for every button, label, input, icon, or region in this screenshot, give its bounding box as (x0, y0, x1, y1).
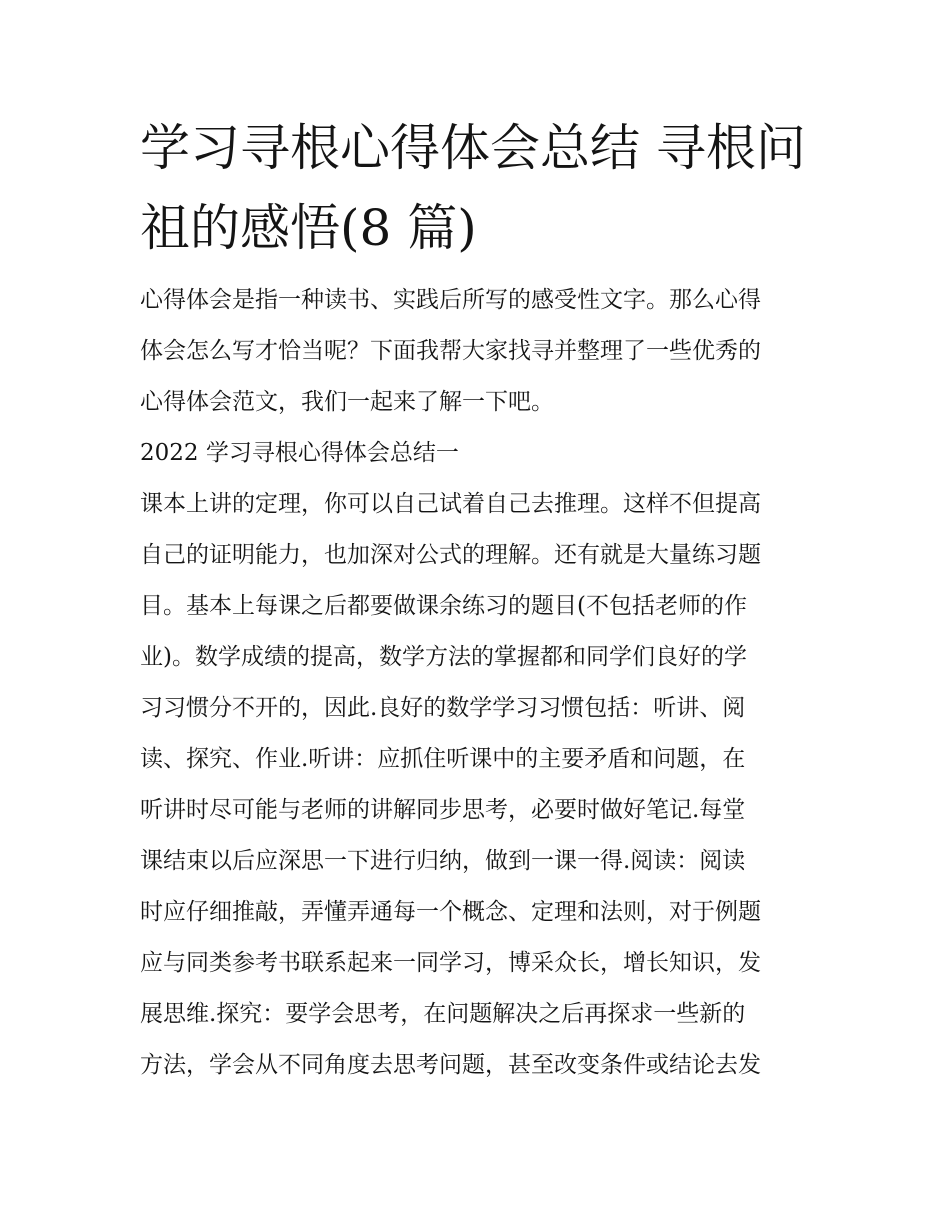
section-heading: 2022 学习寻根心得体会总结一 (140, 440, 459, 466)
document-title-line-1: 学习寻根心得体会总结 寻根问 (140, 119, 806, 177)
body-line-10: 应与同类参考书联系起来一同学习，博采众长，增长知识，发 (140, 950, 761, 976)
document-title-line-2: 祖的感悟(8 篇) (140, 199, 477, 257)
body-line-3: 目。基本上每课之后都要做课余练习的题目(不包括老师的作 (140, 593, 747, 619)
intro-line-1: 心得体会是指一种读书、实践后所写的感受性文字。那么心得 (140, 287, 761, 313)
intro-line-3: 心得体会范文，我们一起来了解一下吧。 (140, 389, 554, 415)
body-line-1: 课本上讲的定理，你可以自己试着自己去推理。这样不但提高 (140, 491, 761, 517)
body-line-11: 展思维.探究：要学会思考，在问题解决之后再探求一些新的 (140, 1001, 746, 1027)
body-line-7: 听讲时尽可能与老师的讲解同步思考，必要时做好笔记.每堂 (140, 797, 746, 823)
body-line-5: 习习惯分不开的，因此.良好的数学学习习惯包括：听讲、阅 (140, 695, 746, 721)
body-line-2: 自己的证明能力，也加深对公式的理解。还有就是大量练习题 (140, 542, 761, 568)
body-line-8: 课结束以后应深思一下进行归纳，做到一课一得.阅读：阅读 (140, 848, 746, 874)
intro-line-2: 体会怎么写才恰当呢？下面我帮大家找寻并整理了一些优秀的 (140, 338, 761, 364)
body-line-4: 业)。数学成绩的提高，数学方法的掌握都和同学们良好的学 (140, 644, 747, 670)
body-line-12: 方法，学会从不同角度去思考问题，甚至改变条件或结论去发 (140, 1052, 761, 1078)
body-line-9: 时应仔细推敲，弄懂弄通每一个概念、定理和法则，对于例题 (140, 899, 761, 925)
body-line-6: 读、探究、作业.听讲：应抓住听课中的主要矛盾和问题，在 (140, 746, 746, 772)
